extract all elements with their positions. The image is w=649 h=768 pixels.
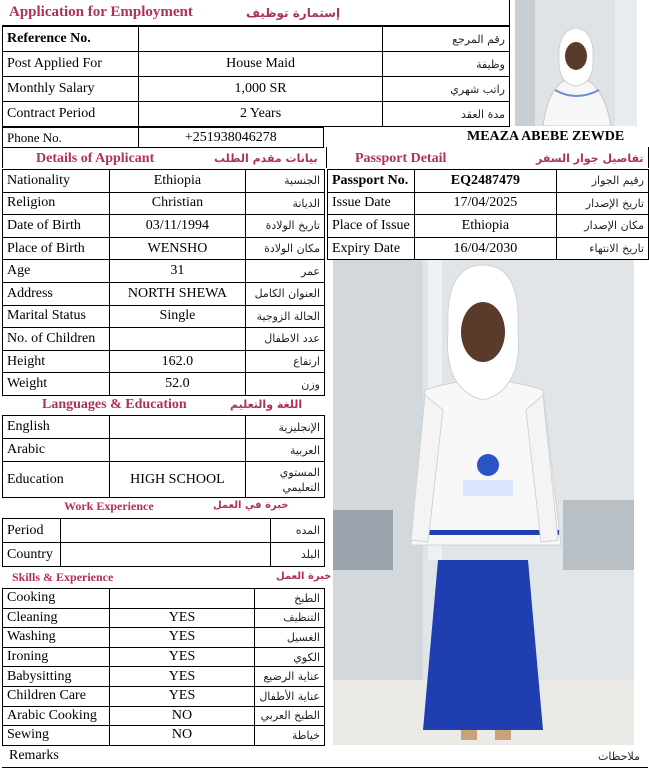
table-row: [3, 686, 325, 706]
details-label-ar: الديانة: [246, 192, 325, 215]
skills-value: YES: [109, 667, 255, 687]
contract-value: 2 Years: [138, 102, 382, 127]
table-row: [3, 462, 325, 498]
skills-label: Ironing: [3, 647, 110, 667]
details-label: Nationality: [3, 170, 110, 193]
skills-title-ar: خبرة العمل: [276, 571, 332, 582]
table-row: [3, 439, 325, 462]
skills-label: Babysitting: [3, 667, 110, 687]
contract-label-ar: مدة العقد: [383, 102, 510, 127]
applicant-name: MEAZA ABEBE ZEWDE: [467, 129, 625, 144]
table-row: [328, 170, 649, 193]
skills-label-ar: خياطة: [255, 726, 325, 746]
details-label-ar: وزن: [246, 373, 325, 396]
details-value: 03/11/1994: [109, 215, 245, 238]
arabic-value: [109, 439, 246, 462]
skills-label: Arabic Cooking: [3, 706, 110, 726]
salary-value: 1,000 SR: [138, 77, 382, 102]
details-value: Christian: [109, 192, 245, 215]
skills-label: Sewing: [3, 726, 110, 746]
reference-label: Reference No.: [3, 27, 139, 52]
table-row: [3, 77, 510, 102]
details-value: 52.0: [109, 373, 245, 396]
passport-label: Issue Date: [328, 192, 415, 215]
portrait-photo: [515, 0, 637, 126]
skills-title: Skills & Experience: [12, 570, 114, 584]
full-body-image: [333, 260, 634, 745]
reference-value: [138, 27, 382, 52]
passport-label-ar: تاريخ الانتهاء: [557, 237, 649, 260]
table-row: [3, 192, 325, 215]
details-label: Address: [3, 282, 110, 305]
work-table: [2, 518, 325, 567]
work-title: Work Experience: [64, 499, 154, 513]
details-label-ar: تاريخ الولادة: [246, 215, 325, 238]
passport-value: 16/04/2030: [414, 237, 556, 260]
details-label: Religion: [3, 192, 110, 215]
details-label-ar: ارتفاع: [246, 350, 325, 373]
passport-label-ar: مكان الإصدار: [557, 215, 649, 238]
remarks-label: Remarks: [9, 748, 59, 763]
details-value: NORTH SHEWA: [109, 282, 245, 305]
skills-label-ar: الغسيل: [255, 628, 325, 648]
skills-table: [2, 588, 325, 746]
details-label-ar: الجنسية: [246, 170, 325, 193]
table-row: [3, 170, 325, 193]
passport-value: Ethiopia: [414, 215, 556, 238]
details-value: [109, 328, 245, 351]
country-label: Country: [3, 543, 61, 567]
table-row: [3, 52, 510, 77]
skills-label-ar: عناية الرضيع: [255, 667, 325, 687]
portrait-image: [515, 0, 637, 126]
education-value: HIGH SCHOOL: [109, 462, 246, 498]
details-label: Place of Birth: [3, 237, 110, 260]
arabic-label-ar: العربية: [246, 439, 325, 462]
reference-label-ar: رقم المرجع: [383, 27, 510, 52]
details-label: Age: [3, 260, 110, 283]
skills-value: YES: [109, 647, 255, 667]
details-value: WENSHO: [109, 237, 245, 260]
languages-title: Languages & Education: [42, 397, 187, 412]
skills-label-ar: التنظيف: [255, 608, 325, 628]
skills-value: YES: [109, 608, 255, 628]
skills-label: Cleaning: [3, 608, 110, 628]
details-value: Single: [109, 305, 245, 328]
details-value: 162.0: [109, 350, 245, 373]
phone-table: [2, 127, 324, 148]
english-label-ar: الإنجليزية: [246, 416, 325, 439]
table-row: [3, 416, 325, 439]
details-label-ar: عدد الاطفال: [246, 328, 325, 351]
details-label: Marital Status: [3, 305, 110, 328]
skills-value: YES: [109, 628, 255, 648]
table-row: [3, 667, 325, 687]
post-label: Post Applied For: [3, 52, 139, 77]
skills-label-ar: الطبخ العربي: [255, 706, 325, 726]
remarks-label-ar: ملاحظات: [598, 750, 640, 763]
contract-label: Contract Period: [3, 102, 139, 127]
details-label-ar: مكان الولادة: [246, 237, 325, 260]
details-label-ar: الحالة الزوجية: [246, 305, 325, 328]
country-label-ar: البلد: [271, 543, 325, 567]
skills-label: Children Care: [3, 686, 110, 706]
period-label: Period: [3, 519, 61, 543]
table-row: [3, 282, 325, 305]
passport-title: Passport Detail: [355, 151, 447, 166]
table-row: [3, 260, 325, 283]
period-value: [60, 519, 270, 543]
passport-value: 17/04/2025: [414, 192, 556, 215]
details-label-ar: العنوان الكامل: [246, 282, 325, 305]
post-value: House Maid: [138, 52, 382, 77]
table-row: [3, 102, 510, 127]
table-row: [3, 589, 325, 609]
phone-value: +251938046278: [138, 128, 323, 148]
passport-value: EQ2487479: [414, 170, 556, 193]
post-label-ar: وظيفة: [383, 52, 510, 77]
table-row: [3, 706, 325, 726]
skills-value: YES: [109, 686, 255, 706]
table-row: [3, 628, 325, 648]
top-info-table: [2, 26, 510, 127]
table-row: [3, 608, 325, 628]
table-row: [3, 328, 325, 351]
details-title: Details of Applicant: [36, 151, 155, 166]
table-row: [3, 350, 325, 373]
passport-label: Expiry Date: [328, 237, 415, 260]
table-row: [3, 27, 510, 52]
table-row: [3, 237, 325, 260]
salary-label: Monthly Salary: [3, 77, 139, 102]
table-row: [328, 192, 649, 215]
table-row: [3, 543, 325, 567]
passport-label: Place of Issue: [328, 215, 415, 238]
details-label: Height: [3, 350, 110, 373]
skills-label-ar: الكوي: [255, 647, 325, 667]
full-body-photo: [333, 260, 634, 745]
details-value: 31: [109, 260, 245, 283]
form-title-arabic: إستمارة توظيف: [246, 6, 341, 20]
details-label: Date of Birth: [3, 215, 110, 238]
passport-table: [327, 169, 649, 260]
languages-table: [2, 415, 325, 498]
skills-value: NO: [109, 706, 255, 726]
skills-value: NO: [109, 726, 255, 746]
table-row: [3, 373, 325, 396]
details-table: [2, 169, 325, 396]
table-row: [3, 128, 324, 148]
skills-label: Cooking: [3, 589, 110, 609]
table-row: [328, 215, 649, 238]
skills-label-ar: عناية الأطفال: [255, 686, 325, 706]
passport-label-ar: رقيم الجواز: [557, 170, 649, 193]
table-row: [3, 305, 325, 328]
passport-title-ar: تفاصيل جواز السفر: [536, 152, 644, 165]
english-value: [109, 416, 246, 439]
table-row: [3, 647, 325, 667]
details-label: No. of Children: [3, 328, 110, 351]
details-label-ar: عمر: [246, 260, 325, 283]
arabic-label: Arabic: [3, 439, 110, 462]
table-row: [3, 215, 325, 238]
period-label-ar: المده: [271, 519, 325, 543]
passport-label-ar: تاريخ الإصدار: [557, 192, 649, 215]
phone-label: Phone No.: [3, 128, 139, 148]
form-title: Application for Employment: [9, 4, 193, 20]
table-row: [3, 519, 325, 543]
details-value: Ethiopia: [109, 170, 245, 193]
table-row: [328, 237, 649, 260]
table-row: [3, 726, 325, 746]
skills-label: Washing: [3, 628, 110, 648]
education-label-ar: المستوي التعليمي: [246, 462, 325, 498]
work-title-ar: خبرة في العمل: [213, 500, 289, 511]
english-label: English: [3, 416, 110, 439]
languages-title-ar: اللغة والتعليم: [230, 398, 303, 411]
salary-label-ar: راتب شهري: [383, 77, 510, 102]
details-title-ar: بيانات مقدم الطلب: [214, 152, 318, 165]
education-label: Education: [3, 462, 110, 498]
country-value: [60, 543, 270, 567]
passport-label: Passport No.: [328, 170, 415, 193]
details-label: Weight: [3, 373, 110, 396]
skills-value: [109, 589, 255, 609]
skills-label-ar: الطبخ: [255, 589, 325, 609]
